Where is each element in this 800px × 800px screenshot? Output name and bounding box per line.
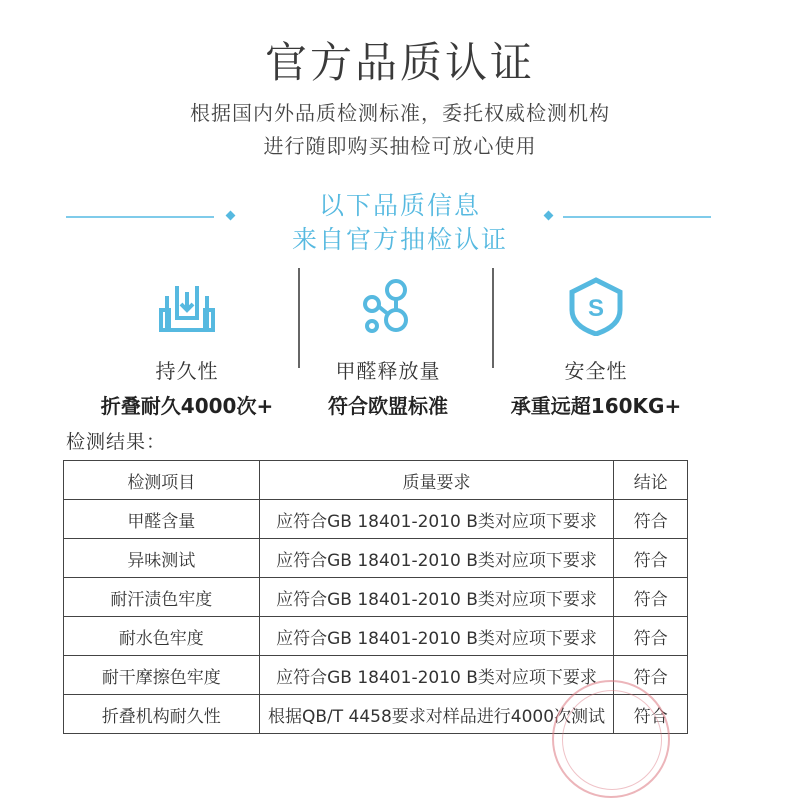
table-row — [64, 578, 688, 617]
cell-requirement: 应符合GB 18401-2010 B类对应项下要求 — [259, 578, 614, 617]
feature-name: 安全性 — [564, 359, 628, 383]
svg-text:S: S — [587, 294, 605, 322]
cell-conclusion: 符合 — [614, 500, 688, 539]
table-row — [64, 617, 688, 656]
table-header-row — [64, 461, 688, 500]
shield-s-icon — [496, 268, 696, 343]
cell-requirement: 应符合GB 18401-2010 B类对应项下要求 — [259, 617, 614, 656]
cell-requirement: 根据QB/T 4458要求对样品进行4000次测试 — [259, 695, 614, 734]
cell-item: 折叠机构耐久性 — [64, 695, 260, 734]
cell-conclusion: 符合 — [614, 539, 688, 578]
cell-item: 甲醛含量 — [64, 500, 260, 539]
cell-item: 耐干摩擦色牢度 — [64, 656, 260, 695]
divider-right — [563, 216, 711, 218]
inspection-stamp — [552, 680, 670, 798]
feature-desc: 符合欧盟标准 — [328, 394, 448, 418]
page-title: 官方品质认证 — [264, 38, 535, 87]
table-row — [64, 539, 688, 578]
subtitle-line-1: 根据国内外品质检测标准，委托权威检测机构 — [190, 101, 610, 125]
feature-formaldehyde — [288, 268, 488, 419]
header-conclusion: 结论 — [614, 461, 688, 500]
notice-line-2: 来自官方抽检认证 — [291, 225, 508, 254]
table-row — [64, 500, 688, 539]
cell-requirement: 应符合GB 18401-2010 B类对应项下要求 — [259, 500, 614, 539]
separator-2 — [492, 268, 494, 368]
notice-line-1: 以下品质信息 — [318, 191, 481, 220]
cell-conclusion: 符合 — [614, 617, 688, 656]
cell-requirement: 应符合GB 18401-2010 B类对应项下要求 — [259, 539, 614, 578]
stamp-inner-ring — [562, 690, 662, 790]
cell-conclusion: 符合 — [614, 578, 688, 617]
feature-safety — [496, 268, 696, 419]
feature-name: 甲醛释放量 — [335, 359, 441, 383]
header-requirement: 质量要求 — [259, 461, 614, 500]
download-tray-icon — [87, 268, 287, 343]
feature-desc: 承重远超160KG+ — [510, 394, 682, 418]
feature-durability — [87, 268, 287, 419]
results-label: 检测结果： — [66, 431, 167, 453]
header-item: 检测项目 — [64, 461, 260, 500]
feature-name: 持久性 — [155, 359, 219, 383]
feature-desc: 折叠耐久4000次+ — [100, 394, 274, 418]
cell-conclusion: 符合 — [614, 695, 688, 734]
subtitle-line-2: 进行随即购买抽检可放心使用 — [263, 134, 537, 158]
cell-item: 耐汗渍色牢度 — [64, 578, 260, 617]
cell-conclusion: 符合 — [614, 656, 688, 695]
cell-item: 耐水色牢度 — [64, 617, 260, 656]
cell-requirement: 应符合GB 18401-2010 B类对应项下要求 — [259, 656, 614, 695]
molecule-icon — [288, 268, 488, 343]
cell-item: 异味测试 — [64, 539, 260, 578]
